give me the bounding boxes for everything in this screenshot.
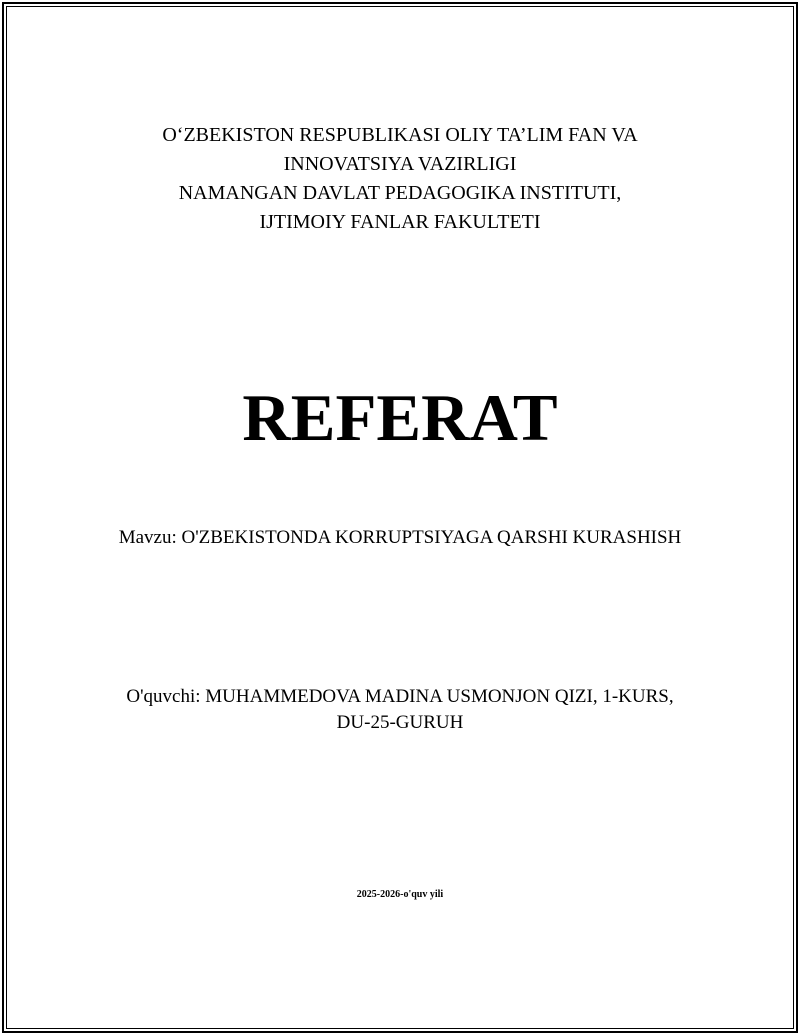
document-title: REFERAT — [242, 381, 558, 455]
header-line-ministry-1: O‘ZBEKISTON RESPUBLIKASI OLIY TA’LIM FAN VA — [162, 124, 638, 146]
academic-year: 2025-2026-o'quv yili — [356, 889, 444, 900]
header-line-ministry-2: INNOVATSIYA VAZIRLIGI — [283, 153, 517, 175]
student-info — [0, 684, 800, 736]
topic-line: Mavzu: O'ZBEKISTONDA KORRUPTSIYAGA QARSHI KURASHISH — [118, 527, 682, 548]
header-line-faculty: IJTIMOIY FANLAR FAKULTETI — [259, 211, 541, 233]
student-line-group: DU-25-GURUH — [336, 712, 464, 733]
student-line-name: O'quvchi: MUHAMMEDOVA MADINA USMONJON QIZI, 1-KURS, — [126, 686, 674, 707]
header-line-institute: NAMANGAN DAVLAT PEDAGOGIKA INSTITUTI, — [178, 182, 622, 204]
institution-header — [0, 121, 800, 237]
